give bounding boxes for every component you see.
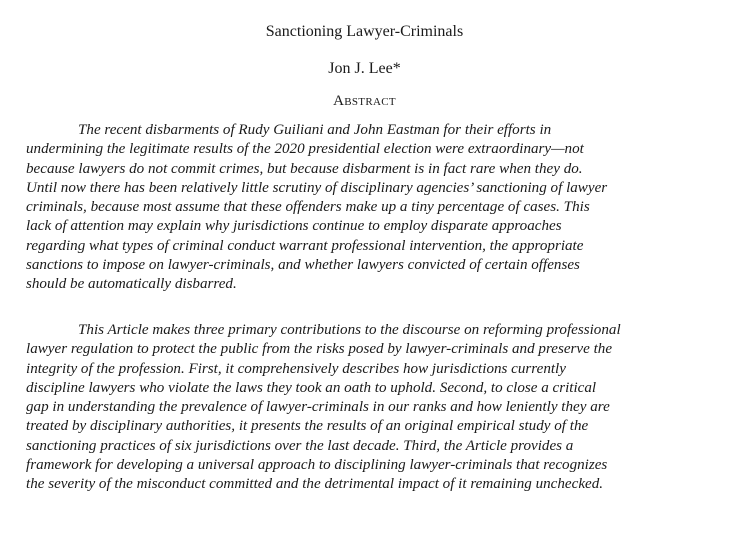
- author-name: Jon J. Lee*: [328, 60, 401, 77]
- paragraph-line: lawyer regulation to protect the public from the risks posed by lawyer-criminals and preserve the: [26, 341, 613, 358]
- paragraph-line: should be automatically disbarred.: [26, 276, 237, 293]
- abstract-paragraph-1: [26, 121, 696, 295]
- abstract-paragraph-2: [26, 321, 696, 495]
- paper-title: Sanctioning Lawyer-Criminals: [265, 23, 464, 40]
- paragraph-line: gap in understanding the prevalence of lawyer-criminals in our ranks and how leniently they are: [26, 399, 610, 416]
- abstract-heading: Abstract: [333, 93, 396, 109]
- paragraph-line: treated by disciplinary authorities, it presents the results of an original empirical study of the: [26, 418, 589, 435]
- paragraph-line: The recent disbarments of Rudy Guiliani and John Eastman for their efforts in: [78, 122, 552, 138]
- paragraph-line: integrity of the profession. First, it comprehensively describes how jurisdictions currently: [26, 360, 566, 377]
- paragraph-line: regarding what types of criminal conduct warrant professional intervention, the appropriate: [26, 237, 584, 254]
- paragraph-line: This Article makes three primary contributions to the discourse on reforming professional: [78, 322, 621, 338]
- paragraph-line: Until now there has been relatively little scrutiny of disciplinary agencies’ sanctioning of lawyer: [26, 179, 608, 196]
- paragraph-line: the severity of the misconduct committed and the detrimental impact of it remaining unchecked.: [26, 476, 604, 493]
- paragraph-line: because lawyers do not commit crimes, but because disbarment is in fact rare when they do.: [26, 160, 583, 177]
- paragraph-line: lack of attention may explain why jurisdictions continue to employ disparate approaches: [26, 218, 562, 235]
- paragraph-line: sanctions to impose on lawyer-criminals, and whether lawyers convicted of certain offenses: [26, 257, 580, 274]
- paragraph-line: undermining the legitimate results of the 2020 presidential election were extraordinary—not: [26, 141, 584, 158]
- paragraph-line: framework for developing a universal approach to disciplining lawyer-criminals that recognizes: [26, 457, 608, 474]
- paragraph-line: discipline lawyers who violate the laws they took an oath to uphold. Second, to close a critical: [26, 379, 597, 396]
- paragraph-line: sanctioning practices of six jurisdictions over the last decade. Third, the Article provides a: [26, 437, 574, 454]
- paragraph-line: criminals, because most assume that these offenders make up a tiny percentage of cases. This: [26, 199, 590, 216]
